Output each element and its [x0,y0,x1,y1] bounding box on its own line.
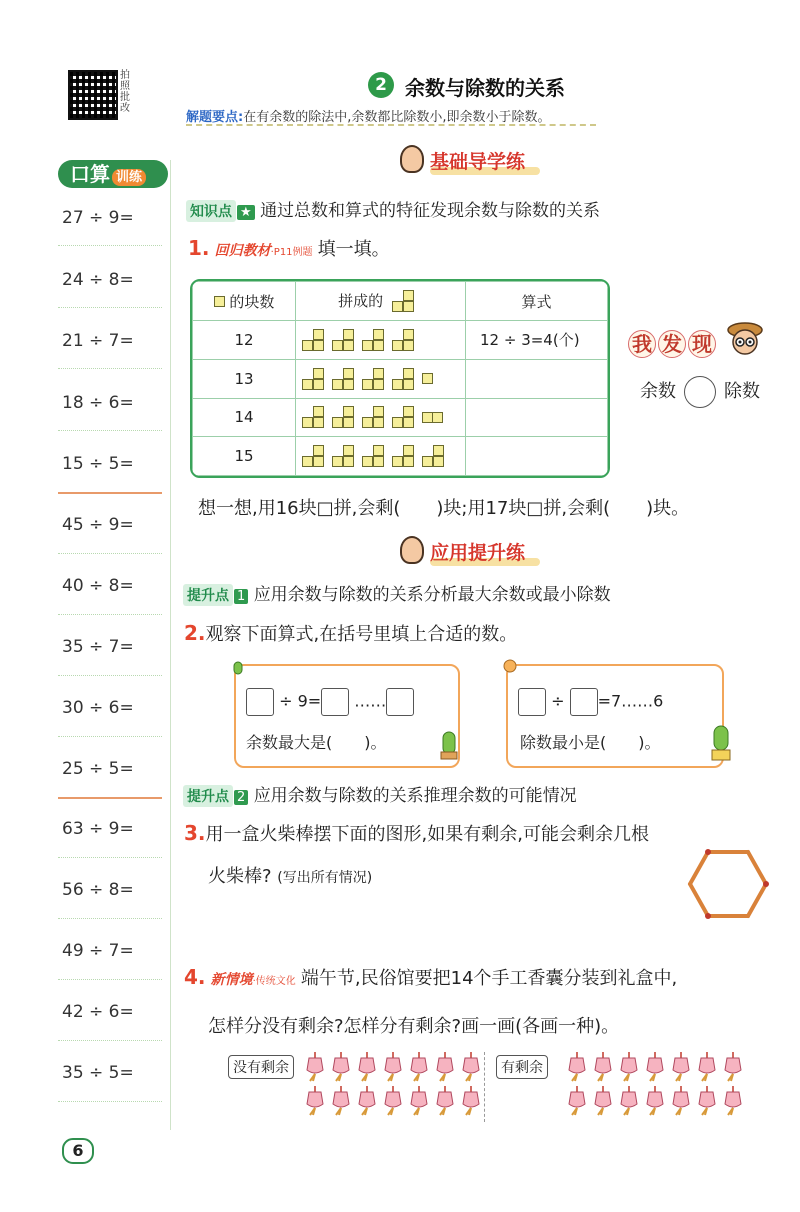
calc-item: 27 ÷ 9= [62,208,134,228]
discover-char: 现 [688,330,716,358]
answer-box[interactable] [321,688,349,716]
q3-line1: 用一盒火柴棒摆下面的图形,如果有剩余,可能会剩余几根 [205,824,649,845]
calc-item: 35 ÷ 5= [62,1063,134,1083]
cactus-icon [228,656,248,676]
compare-row [640,376,760,408]
qr-label: 拍照批改 [120,70,130,114]
think-question: 想一想,用16块□拼,会剩( )块;用17块□拼,会剩( )块。 [198,498,690,519]
compare-right: 除数 [724,381,760,402]
kp2-num: 2 [234,790,248,805]
q1-text: 填一填。 [317,239,390,260]
sachet-icon [644,1086,666,1114]
group-divider [58,492,162,494]
l-shape-icon [302,406,324,428]
tip-divider [186,124,596,126]
answer-box[interactable] [570,688,598,716]
calc-item: 40 ÷ 8= [62,576,134,596]
q4-tag-small: ·传统文化 [252,976,296,987]
table-cell-count: 14 [193,398,296,437]
calc-divider [58,1040,162,1041]
q3-note: (写出所有情况) [277,870,373,886]
table-cell-expr[interactable] [466,398,608,437]
child-face-icon [400,536,424,564]
compare-circle-input[interactable] [684,376,716,408]
kp-tag: 知识点 [186,200,236,222]
calc-divider [58,553,162,554]
calc-item: 63 ÷ 9= [62,819,134,839]
improve-point-1 [183,580,611,606]
q1-tag: 回归教材 [214,243,271,259]
calc-divider [58,675,162,676]
sachet-icon [382,1052,404,1080]
sachet-icon [304,1086,326,1114]
sachet-icon [356,1052,378,1080]
sachet-icon [460,1086,482,1114]
box2-text: 除数最小是( )。 [520,733,661,752]
q3-line2-wrap [208,862,372,888]
calc-divider [58,307,162,308]
l-shape-icon [422,445,444,467]
sachet-icon [696,1086,718,1114]
tip [186,106,550,125]
sachet-icon [618,1086,640,1114]
l-shape-icon [362,406,384,428]
sachet-icon [670,1086,692,1114]
box2-eq-mid: ÷ [551,691,565,711]
kp1-text: 应用余数与除数的关系分析最大余数或最小除数 [253,585,611,605]
calc-item: 25 ÷ 5= [62,759,134,779]
sachet-icon [330,1052,352,1080]
cactus-icon [436,730,462,760]
oral-calc-title [58,160,168,188]
tip-key: 解题要点: [186,110,244,125]
calc-item: 35 ÷ 7= [62,637,134,657]
kp-text: 通过总数和算式的特征发现余数与除数的关系 [260,201,601,221]
calc-divider [58,368,162,369]
l-shape-icon [392,329,414,351]
square-icon [422,373,433,384]
table-header: 算式 [466,282,608,321]
column-divider [170,160,171,1130]
pouch-row [566,1086,748,1120]
calc-divider [58,245,162,246]
sachet-icon [644,1052,666,1080]
sachet-icon [722,1086,744,1114]
question-1 [188,235,390,261]
l-shape-icon [392,368,414,390]
fill-table [190,279,610,478]
answer-box[interactable] [386,688,414,716]
explorer-kid-icon [724,318,766,360]
sachet-icon [434,1052,456,1080]
table-cell-count: 13 [193,359,296,398]
basic-banner-text: 基础导学练 [430,151,526,173]
table-row [193,437,608,476]
exercise-box-2 [506,664,724,768]
l-shape-icon [332,406,354,428]
sachet-icon [382,1086,404,1114]
sachet-icon [434,1086,456,1114]
sachet-icon [592,1086,614,1114]
calc-item: 18 ÷ 6= [62,393,134,413]
child-face-icon [400,145,424,173]
label-no-remainder: 没有剩余 [228,1055,294,1079]
compare-left: 余数 [640,381,676,402]
calc-divider [58,614,162,615]
oral-calc-main: 口算 [70,162,110,186]
sachet-icon [618,1052,640,1080]
tip-text: 在有余数的除法中,余数都比除数小,即余数小于除数。 [243,110,551,125]
l-shape-icon [332,445,354,467]
l-shape-icon [302,329,324,351]
calc-item: 56 ÷ 8= [62,880,134,900]
box2-equation [518,688,663,716]
q4-line1: 端午节,民俗馆要把14个手工香囊分装到礼盒中, [300,968,678,989]
sachet-icon [304,1052,326,1080]
calc-divider [58,1101,162,1102]
flower-icon [500,656,520,676]
header-shape: 拼成的 [338,291,384,310]
q4-line2: 怎样分没有剩余?怎样分有剩余?画一画(各画一种)。 [208,1016,620,1037]
table-cell-expr[interactable] [466,359,608,398]
cactus-icon [706,724,736,762]
box1-eq-mid: ÷ 9= [279,691,322,711]
table-row [193,359,608,398]
calc-item: 30 ÷ 6= [62,698,134,718]
table-cell-shapes [296,359,466,398]
calc-item: 49 ÷ 7= [62,941,134,961]
q2-text: 观察下面算式,在括号里填上合适的数。 [205,624,518,645]
pouch-group-a [304,1052,486,1120]
calc-item: 24 ÷ 8= [62,270,134,290]
box1-text: 余数最大是( )。 [246,733,387,752]
header-count: 的块数 [229,292,275,311]
pouch-row [304,1052,486,1086]
discover-char: 我 [628,330,656,358]
l-shape-icon [332,329,354,351]
l-shape-icon [362,329,384,351]
pouch-row [304,1086,486,1120]
table-cell-shapes [296,321,466,360]
table-header-row [193,282,608,321]
table-cell-expr: 12 ÷ 3=4(个) [466,321,608,360]
square-icon [432,412,443,423]
kp2-tag: 提升点 [183,785,233,807]
calc-divider [58,918,162,919]
page-number: 6 [62,1138,94,1164]
question-4 [184,964,677,990]
sachet-icon [670,1052,692,1080]
question-2 [184,620,517,646]
pouch-group-b [566,1052,748,1120]
l-shape-icon [302,445,324,467]
sachet-icon [566,1086,588,1114]
kp1-num: 1 [234,589,248,604]
table-header [193,282,296,321]
exercise-box-1 [234,664,460,768]
box1-dots: …… [354,691,387,711]
star-icon: ★ [237,205,255,220]
discover-char: 发 [658,330,686,358]
kp1-tag: 提升点 [183,584,233,606]
pouch-row [566,1052,748,1086]
apply-banner-text: 应用提升练 [430,542,526,564]
box2-eq-tail: =7……6 [597,691,664,711]
calc-item: 15 ÷ 5= [62,454,134,474]
l-shape-icon [302,368,324,390]
q4-number: 4. [184,965,206,989]
calc-item: 21 ÷ 7= [62,331,134,351]
label-with-remainder: 有剩余 [496,1055,548,1079]
question-3 [184,820,649,846]
q1-tag-small: ·P11例题 [270,247,313,258]
l-shape-icon [392,406,414,428]
sachet-icon [330,1086,352,1114]
calc-item: 42 ÷ 6= [62,1002,134,1022]
sachet-icon [722,1052,744,1080]
table-cell-shapes [296,398,466,437]
q2-number: 2. [184,621,206,645]
calc-divider [58,430,162,431]
kp2-text: 应用余数与除数的关系推理余数的可能情况 [253,786,577,806]
knowledge-point [186,196,600,222]
discover-label [628,330,718,358]
table-cell-shapes [296,437,466,476]
l-shape-icon [392,290,414,312]
answer-box[interactable] [518,688,546,716]
sachet-icon [408,1052,430,1080]
sachet-icon [460,1052,482,1080]
qr-code[interactable] [68,70,118,120]
group-divider [58,797,162,799]
section-number: 2 [368,72,394,98]
sachet-icon [356,1086,378,1114]
l-shape-icon [362,368,384,390]
l-shape-icon [362,445,384,467]
sachet-icon [696,1052,718,1080]
sachet-icon [592,1052,614,1080]
calc-item: 45 ÷ 9= [62,515,134,535]
table-cell-count: 15 [193,437,296,476]
table-cell-expr[interactable] [466,437,608,476]
calc-divider [58,857,162,858]
square-icon [214,296,225,307]
oral-calc-sub: 训练 [112,169,146,186]
box1-equation [246,688,414,716]
l-shape-icon [332,368,354,390]
table-header [296,282,466,321]
sachet-icon [408,1086,430,1114]
sachet-icon [566,1052,588,1080]
answer-box[interactable] [246,688,274,716]
q3-number: 3. [184,821,206,845]
table-cell-count: 12 [193,321,296,360]
calc-divider [58,979,162,980]
matchstick-hexagon [686,848,770,920]
q1-number: 1. [188,236,210,260]
table-row [193,321,608,360]
q3-line2: 火柴棒? [208,866,272,887]
improve-point-2 [183,781,577,807]
calc-divider [58,736,162,737]
table-row [193,398,608,437]
q4-tag: 新情境 [210,972,253,988]
section-title: 余数与除数的关系 [405,76,565,100]
l-shape-icon [392,445,414,467]
